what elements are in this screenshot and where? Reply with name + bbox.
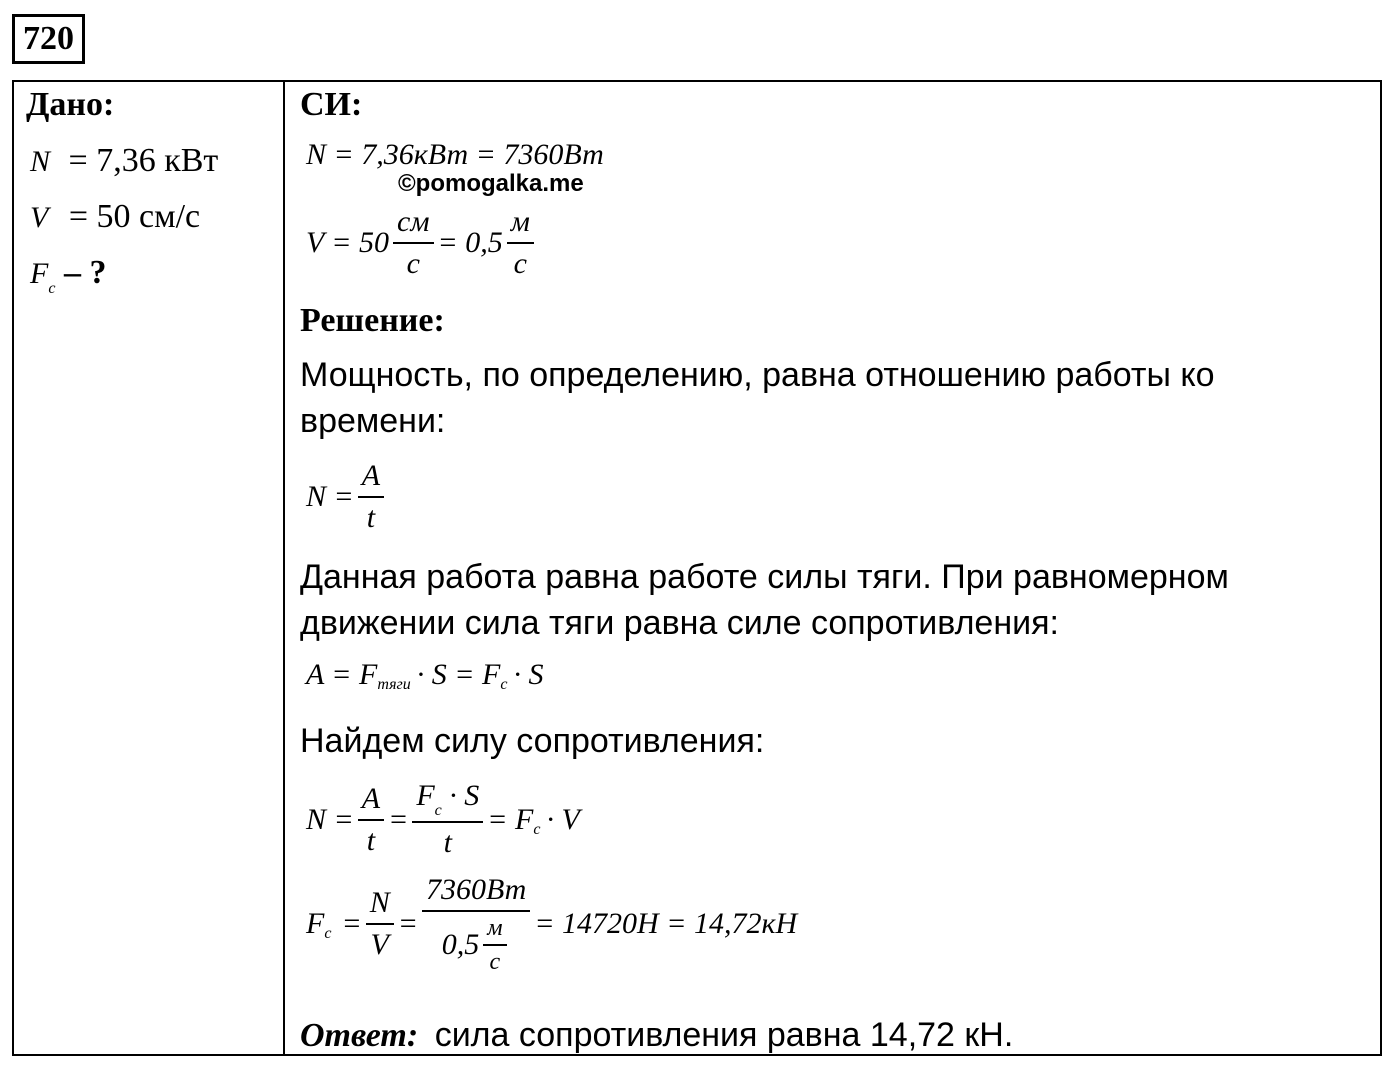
fraction-denominator: V	[370, 928, 389, 961]
formula-lhs: N =	[306, 802, 354, 836]
formula-part: · S	[513, 658, 544, 691]
given-power-value: = 7,36 кВт	[68, 142, 219, 179]
fraction-denominator: t	[366, 501, 376, 534]
si-speed-fraction-2	[507, 204, 534, 282]
answer-line	[300, 1016, 1013, 1055]
formula-part: · S	[449, 779, 480, 812]
given-power	[30, 142, 218, 180]
formula-lhs: N =	[306, 480, 354, 513]
si-speed-mid: = 0,5	[437, 226, 503, 259]
answer-label: Ответ:	[300, 1017, 419, 1054]
si-power-conversion	[306, 138, 604, 172]
formula-subscript: c	[434, 802, 442, 819]
formula-subscript: c	[533, 820, 541, 838]
si-speed-prefix: V = 50	[306, 226, 390, 259]
fraction-denominator: t	[366, 823, 376, 857]
given-speed-value: = 50 см/с	[68, 198, 201, 235]
si-power-text: N = 7,36кВт = 7360Вт	[306, 138, 604, 171]
formula-fraction	[358, 458, 384, 536]
formula-fraction	[422, 872, 530, 976]
fraction-numerator: м	[507, 204, 534, 244]
given-heading: Дано:	[26, 86, 115, 123]
formula-force-derivation	[306, 778, 580, 861]
formula-part: 0,5	[441, 928, 480, 961]
paragraph-2-line-1: Данная работа равна работе силы тяги. При равномерном	[300, 558, 1229, 596]
formula-subscript: c	[500, 676, 508, 693]
given-force-subscript: c	[48, 280, 56, 297]
fraction-denominator: t	[443, 826, 452, 859]
paragraph-3: Найдем силу сопротивления:	[300, 722, 765, 760]
column-divider	[283, 80, 285, 1056]
answer-text: сила сопротивления равна 14,72 кН.	[434, 1016, 1014, 1054]
paragraph-1-line-1: Мощность, по определению, равна отношению работы ко	[300, 356, 1215, 394]
fraction-numerator: A	[358, 781, 384, 821]
given-speed	[30, 198, 200, 236]
fraction-denominator: с	[489, 949, 501, 975]
fraction-denominator: с	[406, 247, 420, 280]
formula-fraction	[366, 885, 394, 963]
given-question: – ?	[63, 254, 107, 291]
formula-operator: =	[388, 802, 409, 836]
formula-operator: =	[341, 907, 362, 940]
formula-part: · V	[546, 802, 580, 836]
si-speed-fraction-1	[393, 204, 433, 282]
fraction-numerator: A	[358, 458, 384, 498]
fraction-numerator: 7360Вт	[422, 872, 530, 912]
formula-part: · S = F	[416, 658, 501, 691]
formula-part: F	[306, 907, 325, 940]
fraction-numerator: N	[366, 885, 394, 925]
given-speed-symbol: V	[30, 201, 49, 234]
given-force-symbol: F	[30, 257, 49, 290]
formula-subscript: c	[324, 925, 332, 942]
formula-operator: =	[397, 907, 418, 940]
watermark: ©pomogalka.me	[398, 170, 584, 197]
si-heading: СИ:	[300, 86, 363, 123]
formula-work	[306, 658, 543, 692]
formula-subscript: тяги	[377, 676, 411, 693]
formula-fraction	[412, 778, 483, 861]
fraction-numerator: см	[393, 204, 433, 244]
given-power-symbol: N	[30, 145, 51, 178]
formula-part: A = F	[306, 658, 378, 691]
fraction-numerator	[412, 778, 483, 823]
formula-part: F	[416, 779, 435, 812]
formula-part: = F	[487, 802, 534, 836]
formula-inner-fraction	[483, 914, 506, 976]
paragraph-1-line-2: времени:	[300, 402, 446, 440]
paragraph-2-line-2: движении сила тяги равна силе сопротивления:	[300, 604, 1059, 642]
formula-power-definition	[306, 458, 388, 536]
fraction-denominator: с	[513, 247, 527, 280]
fraction-numerator: м	[483, 914, 506, 946]
formula-part: = 14720Н = 14,72кН	[534, 907, 798, 940]
formula-fraction	[358, 781, 384, 859]
problem-number: 720	[12, 14, 85, 64]
solution-heading: Решение:	[300, 302, 445, 339]
formula-force-result	[306, 872, 797, 976]
si-speed-conversion	[306, 204, 538, 282]
given-unknown	[30, 254, 107, 297]
fraction-denominator	[438, 912, 515, 976]
